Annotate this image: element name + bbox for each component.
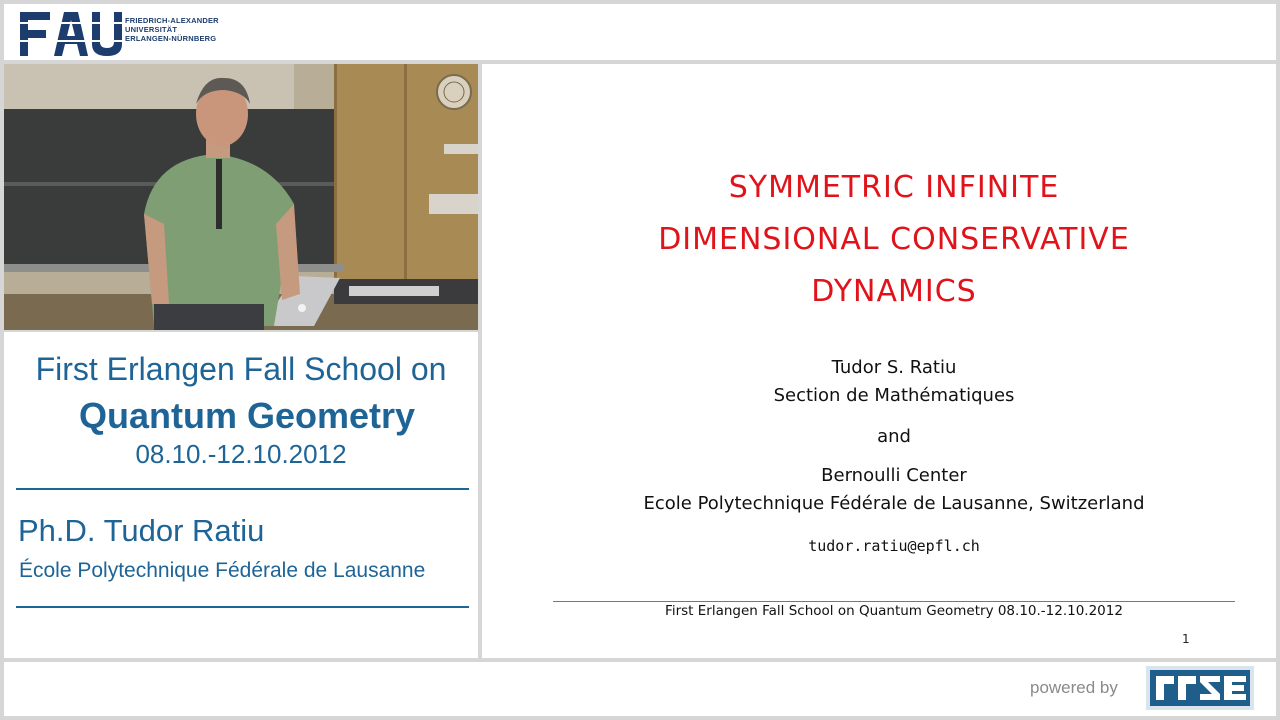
speaker-name: Ph.D. Tudor Ratiu <box>18 513 265 548</box>
rrze-logo <box>1146 666 1254 710</box>
event-title-line2: Quantum Geometry <box>78 395 416 436</box>
university-line: ERLANGEN-NÜRNBERG <box>125 34 217 43</box>
slide-page-number: 1 <box>1182 632 1190 646</box>
slide-divider <box>553 601 1235 602</box>
slide-title-line: DYNAMICS <box>811 274 977 309</box>
event-dates: 08.10.-12.10.2012 <box>135 439 347 469</box>
slide-title <box>482 162 1280 318</box>
powered-by-label: powered by <box>1030 678 1118 697</box>
presentation-slide <box>482 64 1276 658</box>
university-line: UNIVERSITÄT <box>125 25 178 34</box>
slide-affiliation: Bernoulli Center <box>821 465 967 486</box>
slide-affiliation: Section de Mathématiques <box>773 385 1015 406</box>
slide-title-line: DIMENSIONAL CONSERVATIVE <box>658 222 1130 257</box>
speaker-institution: École Polytechnique Fédérale de Lausanne <box>19 559 426 582</box>
slide-affiliation: Ecole Polytechnique Fédérale de Lausanne, Switzerland <box>643 493 1145 514</box>
info-divider <box>16 488 469 490</box>
lecture-info-panel <box>4 332 478 658</box>
slide-email: tudor.ratiu@epfl.ch <box>808 537 980 555</box>
university-line: FRIEDRICH-ALEXANDER <box>125 16 219 25</box>
header-bar <box>4 4 1276 60</box>
lecture-video[interactable] <box>4 64 478 330</box>
slide-title-line: SYMMETRIC INFINITE <box>728 170 1060 205</box>
university-name <box>125 16 219 43</box>
fau-logo <box>20 12 122 56</box>
info-divider <box>16 606 469 608</box>
slide-author: Tudor S. Ratiu <box>831 357 957 378</box>
footer-bar <box>4 662 1276 716</box>
lecture-video-frame <box>4 64 478 330</box>
event-title-line1: First Erlangen Fall School on <box>35 351 447 387</box>
slide-footer: First Erlangen Fall School on Quantum Geometry 08.10.-12.10.2012 <box>665 603 1123 619</box>
slide-and: and <box>877 426 911 447</box>
